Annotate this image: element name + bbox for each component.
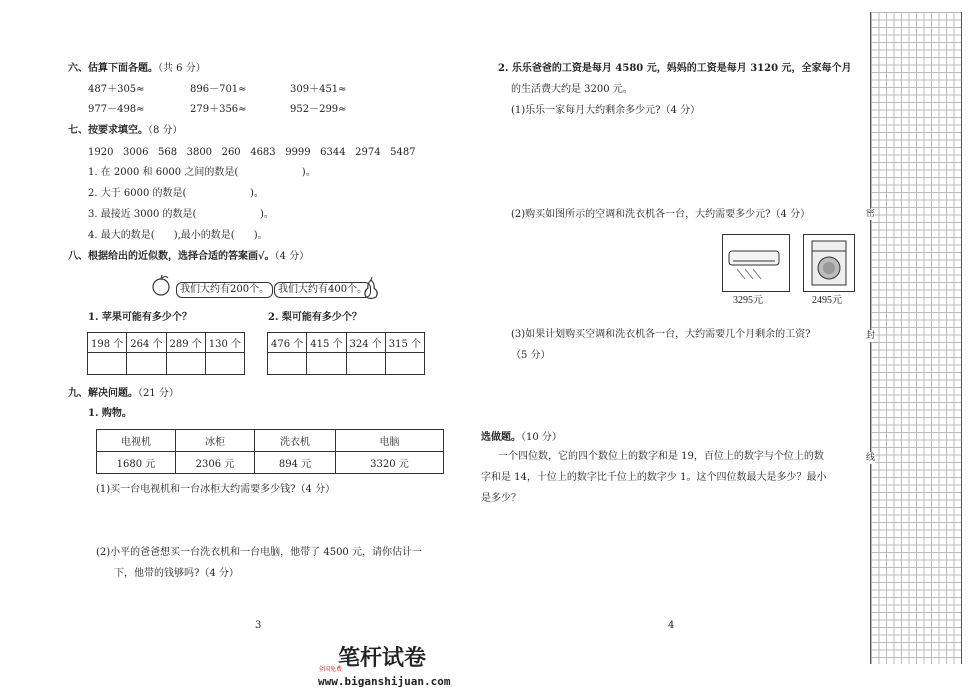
estimate-4: 977－498≈	[88, 104, 145, 115]
shopping-question: 1. 购物。	[88, 408, 132, 419]
pear-question: 2. 梨可能有多少个？	[268, 312, 362, 323]
washing-machine-picture	[803, 234, 855, 292]
estimate-2: 896－701≈	[190, 84, 247, 95]
apple-check-cell[interactable]	[88, 353, 127, 375]
pear-icon	[360, 276, 382, 300]
problem-9-2b: 下，他带的钱够吗?（4 分）	[114, 568, 239, 579]
price-cell: 1680 元	[97, 452, 176, 474]
price-header: 电视机	[97, 430, 176, 452]
pear-check-cell[interactable]	[346, 353, 385, 375]
fill-item-1: 1. 在 2000 和 6000 之间的数是( )。	[88, 167, 316, 178]
air-conditioner-icon	[723, 235, 789, 291]
fill-item-4: 4. 最大的数是( ),最小的数是( )。	[88, 230, 268, 241]
estimate-6: 952－299≈	[290, 104, 347, 115]
air-conditioner-picture	[722, 234, 790, 292]
pear-bubble: 我们大约有400个。	[274, 282, 371, 298]
price-table	[96, 429, 444, 474]
binding-mark-mi: 密	[866, 209, 876, 219]
washing-machine-icon	[804, 235, 854, 291]
brand-logo-text: 笔杆试卷	[338, 646, 427, 671]
estimate-1: 487＋305≈	[88, 84, 145, 95]
estimate-5: 279＋356≈	[190, 104, 247, 115]
problem-2-1: (1)乐乐一家每月大约剩余多少元?（4 分）	[511, 105, 701, 116]
problem-2-2: (2)购买如图所示的空调和洗衣机各一台，大约需要多少元?（4 分）	[511, 209, 811, 220]
binding-grid	[870, 12, 962, 664]
price-header: 洗衣机	[255, 430, 336, 452]
pear-option: 324 个	[346, 333, 385, 353]
pear-check-cell[interactable]	[385, 353, 424, 375]
apple-question: 1. 苹果可能有多少个？	[88, 312, 192, 323]
optional-line-3: 是多少？	[481, 493, 521, 504]
brand-url: www.biganshijuan.com	[318, 675, 451, 688]
apple-check-cell[interactable]	[166, 353, 205, 375]
section-7-title: 七、按要求填空。（8 分）	[68, 125, 183, 136]
pear-option: 476 个	[268, 333, 307, 353]
apple-icon	[150, 274, 172, 296]
air-conditioner-price: 3295元	[733, 295, 763, 306]
washing-machine-price: 2495元	[812, 295, 842, 306]
pear-options-table	[267, 332, 425, 375]
page-number-right: 4	[668, 620, 675, 631]
binding-mark-xian: 线	[866, 453, 876, 463]
pear-option: 315 个	[385, 333, 424, 353]
problem-2a: 2. 乐乐爸爸的工资是每月 4580 元，妈妈的工资是每月 3120 元，全家每个月	[498, 63, 852, 74]
estimate-3: 309＋451≈	[290, 84, 347, 95]
apple-bubble: 我们大约有200个。	[176, 282, 273, 298]
pear-check-cell[interactable]	[307, 353, 346, 375]
problem-9-1: (1)买一台电视机和一台冰柜大约需要多少钱?（4 分）	[96, 484, 336, 495]
apple-options-table	[87, 332, 245, 375]
section-6-title: 六、估算下面各题。（共 6 分）	[68, 63, 206, 74]
problem-2-3a: (3)如果计划购买空调和洗衣机各一台，大约需要几个月剩余的工资?	[511, 329, 811, 340]
problem-9-2a: (2)小平的爸爸想买一台洗衣机和一台电脑，他带了 4500 元，请你估计一	[96, 547, 422, 558]
price-cell: 2306 元	[176, 452, 255, 474]
apple-option: 264 个	[127, 333, 166, 353]
apple-check-cell[interactable]	[127, 353, 166, 375]
price-cell: 894 元	[255, 452, 336, 474]
fill-item-3: 3. 最接近 3000 的数是( )。	[88, 209, 274, 220]
optional-line-1: 一个四位数，它的四个数位上的数字和是 19，百位上的数字与个位上的数	[498, 451, 824, 462]
binding-mark-feng: 封	[866, 331, 876, 341]
section-9-title: 九、解决问题。（21 分）	[68, 388, 179, 399]
price-header: 电脑	[336, 430, 444, 452]
section-8-title: 八、根据给出的近似数，选择合适的答案画√。（4 分）	[68, 251, 310, 262]
price-cell: 3320 元	[336, 452, 444, 474]
problem-2-3b: （5 分）	[511, 350, 551, 361]
fill-item-2: 2. 大于 6000 的数是( )。	[88, 188, 264, 199]
apple-option: 289 个	[166, 333, 205, 353]
optional-title: 选做题。（10 分）	[481, 432, 562, 443]
brand-tagline: 全国免费	[318, 666, 343, 673]
problem-2b: 的生活费大约是 3200 元。	[511, 84, 633, 95]
pear-option: 415 个	[307, 333, 346, 353]
apple-option: 198 个	[88, 333, 127, 353]
apple-check-cell[interactable]	[205, 353, 244, 375]
pear-check-cell[interactable]	[268, 353, 307, 375]
apple-option: 130 个	[205, 333, 244, 353]
price-header: 冰柜	[176, 430, 255, 452]
optional-line-2: 字和是 14，十位上的数字比千位上的数字少 1。这个四位数最大是多少？最小	[481, 472, 827, 483]
number-list: 1920 3006 568 3800 260 4683 9999 6344 2974 5487	[88, 147, 416, 158]
page-number-left: 3	[255, 620, 262, 631]
